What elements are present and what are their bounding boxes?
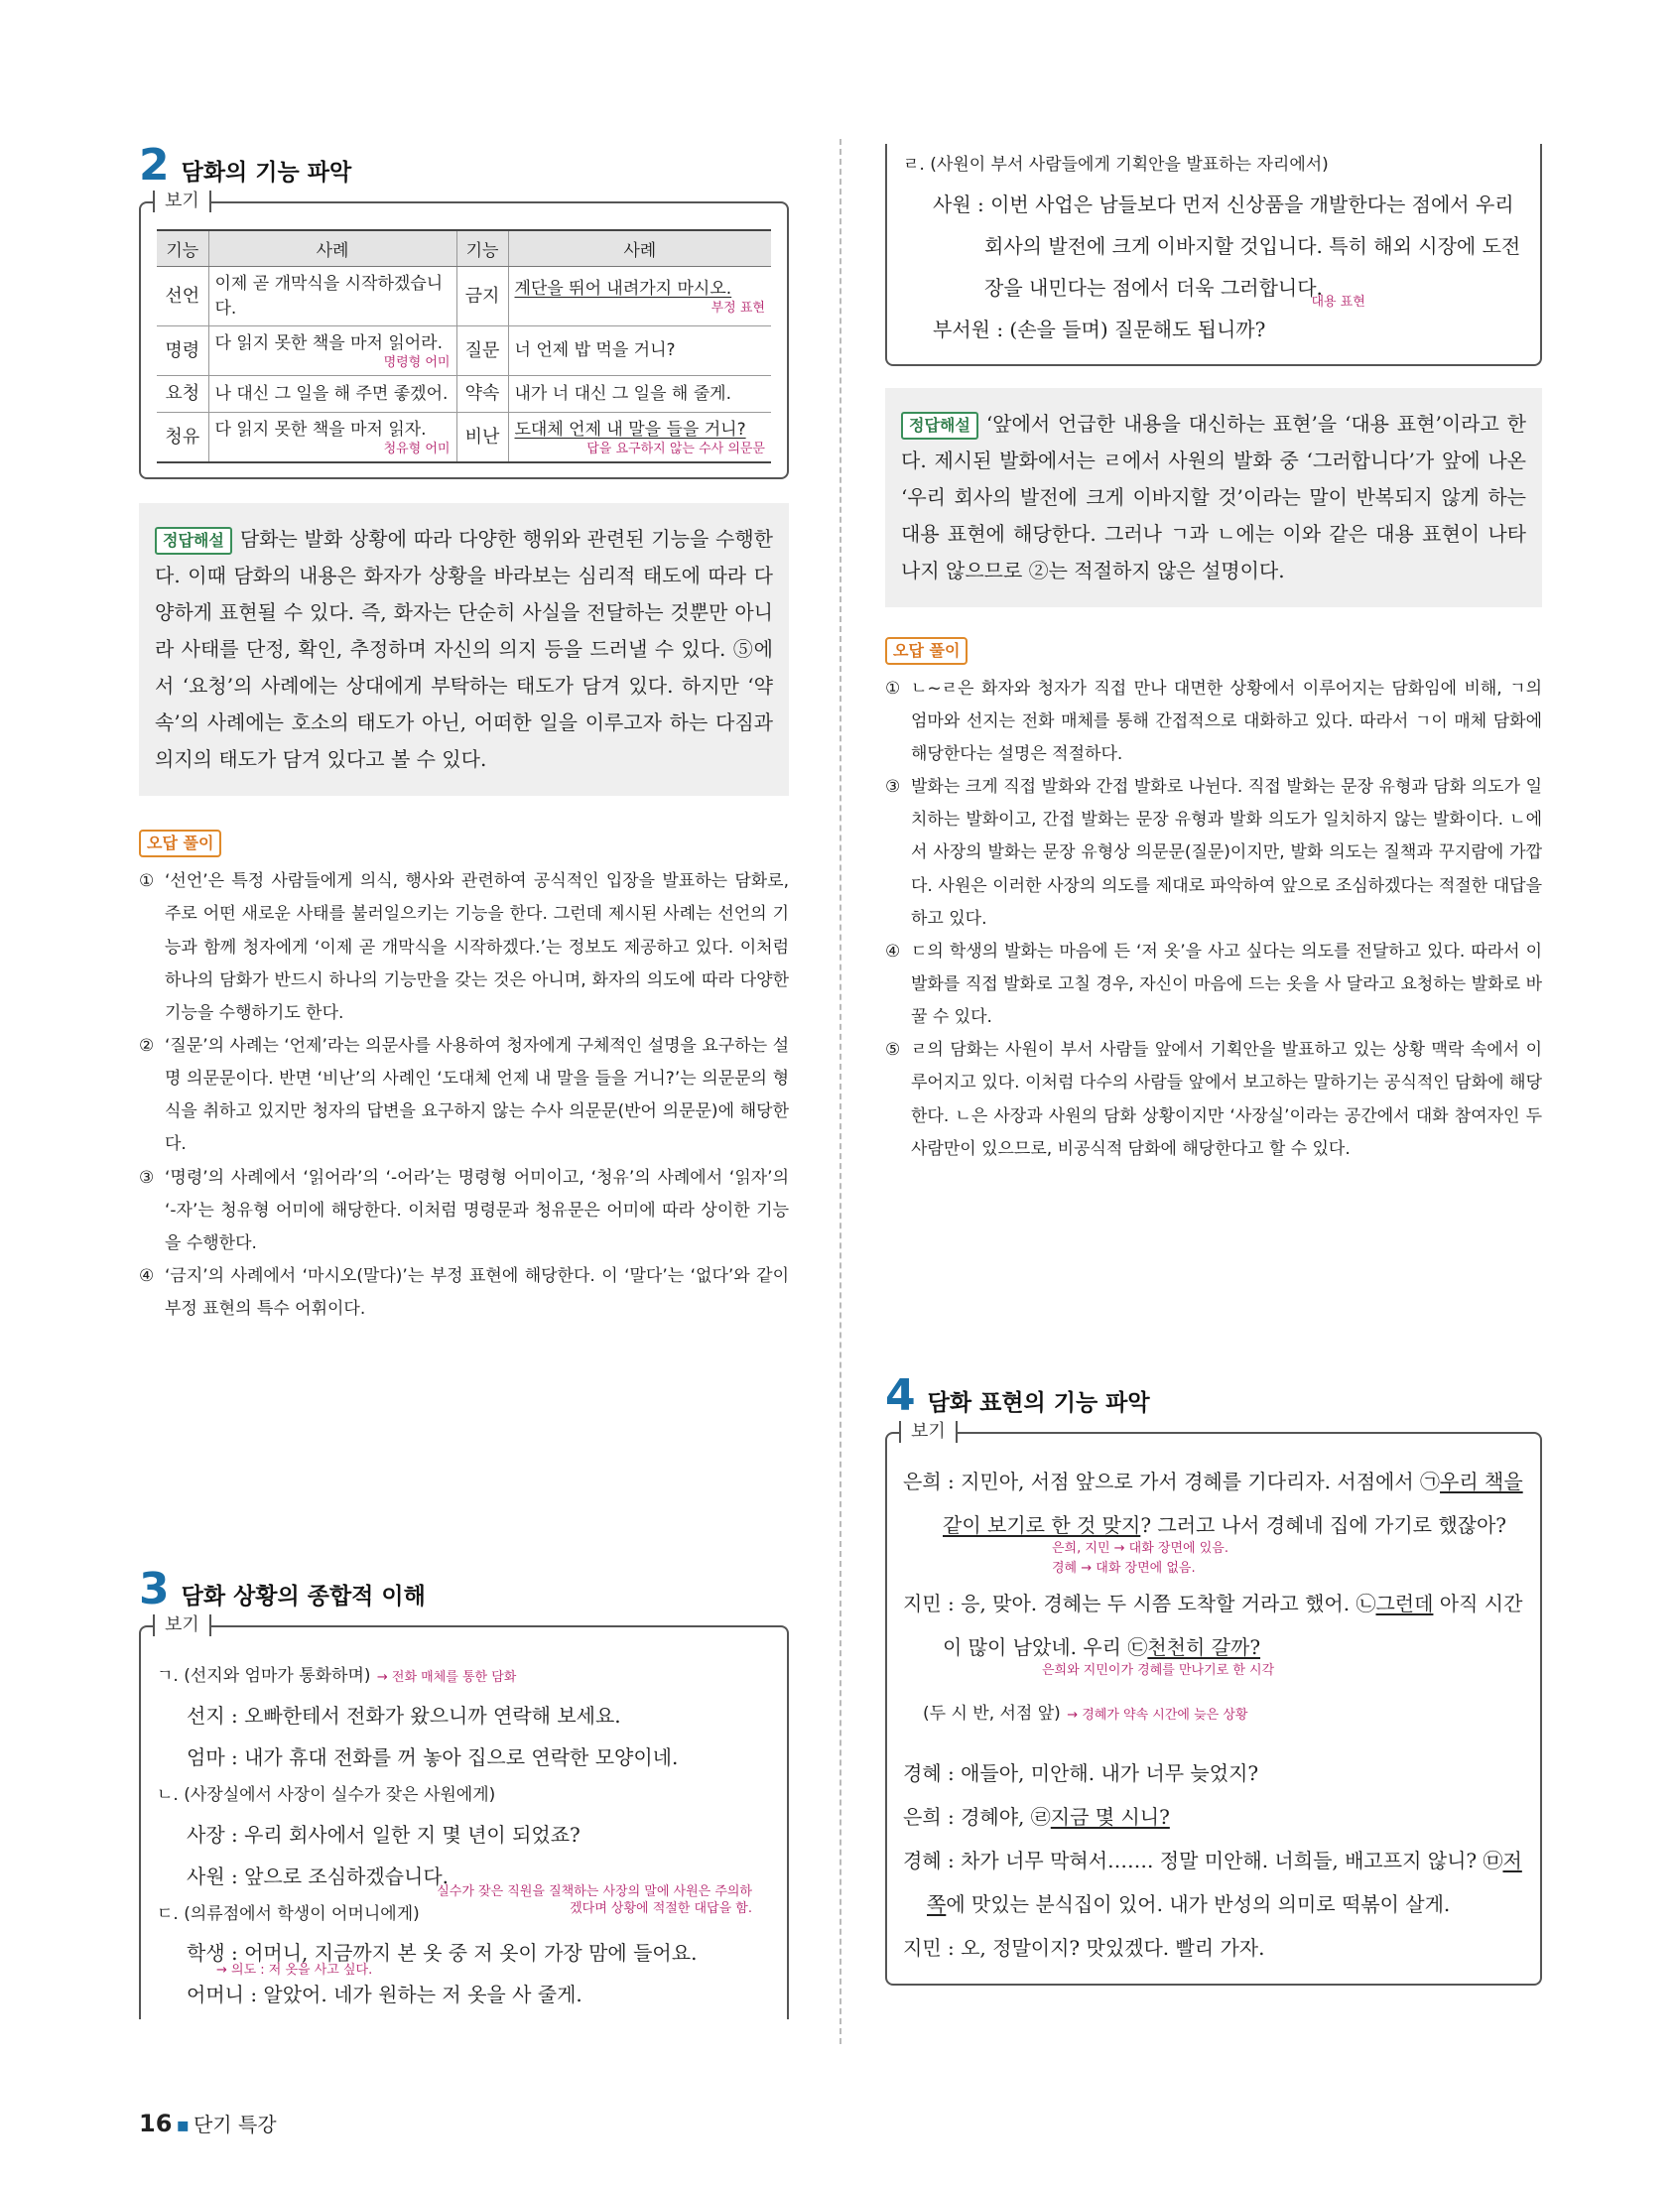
dialogue-line-text: 은희 : 지민아, 서점 앞으로 가서 경혜를 기다리자. 서점에서 ㉠ bbox=[903, 1470, 1441, 1493]
dialogue-line: 사장 : 우리 회사에서 일한 지 몇 년이 되었죠? bbox=[187, 1822, 581, 1847]
list-item bbox=[139, 1162, 789, 1260]
table-header: 사례 bbox=[208, 230, 456, 267]
annotation: 대용 표현 bbox=[1311, 295, 1365, 311]
dialogue-situation: ㄹ. (사원이 부서 사람들에게 기획안을 발표하는 자리에서) bbox=[903, 155, 1329, 175]
table-row bbox=[157, 376, 771, 413]
answer-badge: 정답해설 bbox=[155, 527, 232, 555]
function-cell: 약속 bbox=[456, 376, 508, 413]
dialogue-line-text: 경혜 : 차가 너무 막혀서……. 정말 미안해. 너희들, 배고프지 않니? ㉤ bbox=[903, 1848, 1503, 1872]
book-title: 단기 특강 bbox=[193, 2113, 277, 2136]
dialogue-line-text: ? 그러고 나서 경혜네 집에 가기로 했잖아? bbox=[1140, 1513, 1507, 1537]
item-text: 발화는 크게 직접 발화와 간접 발화로 나뉜다. 직접 발화는 문장 유형과 담화 의도가 일치하는 발화이고, 간접 발화는 문장 유형과 발화 의도가 일치하지 않는 발화이다. ㄴ에서 사장의 발화는 문장 유형상 의문문(질문)이지만, 발화 의도는 질책과 꾸지람에 가깝다. 사원은 이러한 사장의 의도를 제대로 파악하여 앞으로 조심하겠다는 적절한 대답을 하고 있다. bbox=[911, 777, 1542, 929]
list-item bbox=[139, 865, 789, 1030]
underlined-phrase: 지금 몇 시니? bbox=[1050, 1804, 1170, 1829]
annotation: 명령형 어미 bbox=[383, 354, 451, 370]
bogi-label: 보기 bbox=[153, 1614, 211, 1636]
dialogue-line-text: 학생 : 어머니, 지금까지 본 옷 중 저 옷이 가장 맘에 들어요. bbox=[187, 1941, 698, 1966]
dialogue-line: 선지 : 오빠한테서 전화가 왔으니까 연락해 보세요. bbox=[187, 1704, 621, 1728]
dialogue-line bbox=[903, 1460, 1524, 1547]
answer-explanation-2 bbox=[139, 503, 789, 796]
scene-line bbox=[903, 1690, 1524, 1734]
list-item bbox=[885, 1034, 1542, 1166]
table-header-row bbox=[157, 230, 771, 267]
column-divider bbox=[840, 139, 841, 2044]
dialogue-line: 경혜 : 애들아, 미안해. 내가 너무 늦었지? bbox=[903, 1760, 1259, 1785]
section-title: 담화 표현의 기능 파악 bbox=[927, 1390, 1150, 1416]
item-number: ④ bbox=[885, 941, 901, 962]
item-number: ① bbox=[139, 871, 155, 892]
bullet-icon: ▪ bbox=[176, 2113, 190, 2136]
function-cell: 금지 bbox=[456, 267, 508, 326]
section-title: 담화의 기능 파악 bbox=[181, 160, 352, 186]
scene-text: (두 시 반, 서점 앞) bbox=[923, 1703, 1061, 1724]
dialogue-line: 엄마 : 내가 휴대 전화를 꺼 놓아 집으로 연락한 모양이네. bbox=[187, 1745, 679, 1769]
table-header: 기능 bbox=[157, 230, 208, 267]
answer-explanation-3 bbox=[885, 388, 1542, 607]
dialogue-line bbox=[903, 1582, 1524, 1669]
bogi-label: 보기 bbox=[153, 191, 211, 212]
annotation: 은희, 지민 → 대화 장면에 있음. bbox=[1052, 1541, 1228, 1556]
right-column bbox=[885, 144, 1542, 1166]
item-number: ③ bbox=[139, 1167, 155, 1188]
page-footer bbox=[139, 2109, 277, 2137]
section-number: 4 bbox=[885, 1370, 916, 1421]
wrong-badge: 오답 풀이 bbox=[885, 637, 968, 665]
dialogue-line-text: 아직 시간이 많이 남았네. 우리 ㉢ bbox=[943, 1592, 1523, 1659]
table-row bbox=[157, 267, 771, 326]
list-item bbox=[885, 771, 1542, 936]
list-item bbox=[885, 673, 1542, 771]
annotation: 경혜 → 대화 장면에 없음. bbox=[1052, 1560, 1196, 1576]
item-number: ④ bbox=[139, 1265, 155, 1286]
item-text: ‘명령’의 사례에서 ‘읽어라’의 ‘-어라’는 명령형 어미이고, ‘청유’의 사례에서 ‘읽자’의 ‘-자’는 청유형 어미에 해당한다. 이처럼 명령문과 청유문은 어미에 따라 상이한 기능을 수행한다. bbox=[165, 1167, 789, 1253]
example-cell bbox=[208, 376, 456, 413]
example-cell bbox=[208, 326, 456, 376]
example-text: 도대체 언제 내 말을 들을 거니? bbox=[514, 420, 746, 441]
function-cell: 질문 bbox=[456, 326, 508, 376]
dialogue-line-text: 에 맛있는 분식집이 있어. 내가 반성의 의미로 떡볶이 살게. bbox=[946, 1891, 1451, 1916]
situation-text: ㄱ. (선지와 엄마가 통화하며) bbox=[157, 1666, 371, 1686]
bogi-box-3 bbox=[139, 1614, 789, 2019]
list-item bbox=[885, 936, 1542, 1034]
section-number: 2 bbox=[139, 140, 170, 191]
section-2-header bbox=[139, 140, 789, 191]
left-column bbox=[139, 140, 789, 1326]
item-text: ㄴ~ㄹ은 화자와 청자가 직접 만나 대면한 상황에서 이루어지는 담화임에 비해, ㄱ의 엄마와 선지는 전화 매체를 통해 간접적으로 대화하고 있다. 따라서 ㄱ이 매체 담화에 해당한다는 설명은 적절하다. bbox=[911, 678, 1542, 764]
example-cell bbox=[508, 413, 771, 462]
example-text: 나 대신 그 일을 해 주면 좋겠어. bbox=[214, 383, 449, 404]
section-3-header bbox=[139, 1564, 789, 1614]
item-number: ① bbox=[885, 678, 901, 699]
table-header: 사례 bbox=[508, 230, 771, 267]
section-number: 3 bbox=[139, 1564, 170, 1614]
item-number: ② bbox=[139, 1035, 155, 1056]
annotation: 은희와 지민이가 경혜를 만나기로 한 시각 bbox=[1042, 1663, 1275, 1678]
answer-badge: 정답해설 bbox=[901, 412, 978, 440]
example-text: 계단을 뛰어 내려가지 마시오. bbox=[514, 279, 732, 300]
underlined-phrase: 천천히 갈까? bbox=[1147, 1635, 1261, 1659]
bogi-box-4 bbox=[885, 1421, 1542, 1986]
underlined-phrase: 그런데 bbox=[1375, 1592, 1434, 1615]
example-text: 너 언제 밥 먹을 거니? bbox=[514, 340, 676, 361]
function-cell: 요청 bbox=[157, 376, 208, 413]
table-row bbox=[157, 326, 771, 376]
list-item bbox=[139, 1260, 789, 1326]
section-4 bbox=[885, 1370, 1542, 1986]
example-cell bbox=[208, 413, 456, 462]
underlined-phrase: 우리 책을 같이 보기로 한 것 맞지 bbox=[943, 1470, 1523, 1537]
wrong-badge: 오답 풀이 bbox=[139, 830, 221, 857]
example-text: 다 읽지 못한 책을 마저 읽어라. bbox=[214, 333, 443, 354]
wrong-answers-3 bbox=[885, 673, 1542, 1166]
item-number: ⑤ bbox=[885, 1040, 901, 1061]
function-cell: 청유 bbox=[157, 413, 208, 462]
dialogue-line: 지민 : 오, 정말이지? 맛있겠다. 빨리 가자. bbox=[903, 1935, 1265, 1960]
section-3 bbox=[139, 1564, 789, 2019]
dialogue-3 bbox=[157, 1653, 771, 2015]
item-number: ③ bbox=[885, 777, 901, 798]
dialogue-situation: ㄴ. (사장실에서 사장이 실수가 잦은 사원에게) bbox=[157, 1785, 496, 1805]
table-row bbox=[157, 413, 771, 462]
item-text: ㄷ의 학생의 발화는 마음에 든 ‘저 옷’을 사고 싶다는 의도를 전달하고 있다. 따라서 이 발화를 직접 발화로 고칠 경우, 자신이 마음에 드는 옷을 사 달라고 요청하는 발화로 바꿀 수 있다. bbox=[911, 941, 1542, 1028]
dialogue-line-text: 사원 : 앞으로 조심하겠습니다. bbox=[187, 1864, 450, 1888]
function-cell: 비난 bbox=[456, 413, 508, 462]
item-text: ‘선언’은 특정 사람들에게 의식, 행사와 관련하여 공식적인 입장을 발표하는 담화로, 주로 어떤 새로운 사태를 불러일으키는 기능을 한다. 그런데 제시된 사례는 선언의 기능과 함께 청자에게 ‘이제 곧 개막식을 시작하겠다.’는 정보도 제공하고 있다. 이처럼 하나의 담화가 반드시 하나의 기능만을 갖는 것은 아니며, 화자의 의도에 따라 다양한 기능을 수행하기도 한다. bbox=[165, 871, 789, 1023]
example-cell bbox=[508, 376, 771, 413]
dialogue-line-text: 은희 : 경혜야, ㉣ bbox=[903, 1804, 1051, 1829]
annotation: → 경혜가 약속 시간에 늦은 상황 bbox=[1067, 1707, 1248, 1723]
wrong-header-2 bbox=[139, 830, 789, 857]
annotation: 답을 요구하지 않는 수사 의문문 bbox=[586, 441, 765, 456]
function-table bbox=[157, 229, 771, 463]
wrong-answers-2 bbox=[139, 865, 789, 1326]
example-text: 내가 너 대신 그 일을 해 줄게. bbox=[514, 383, 731, 404]
annotation: 부정 표현 bbox=[711, 300, 765, 316]
table-header: 기능 bbox=[456, 230, 508, 267]
list-item bbox=[139, 1030, 789, 1162]
dialogue-line bbox=[903, 1795, 1524, 1839]
example-text: 다 읽지 못한 책을 마저 읽자. bbox=[214, 420, 427, 441]
bogi-box-3-cont bbox=[885, 144, 1542, 366]
annotation: → 전화 매체를 통한 담화 bbox=[376, 1670, 517, 1685]
answer-text: ‘앞에서 언급한 내용을 대신하는 표현’을 ‘대용 표현’이라고 한다. 제시된 발화에서는 ㄹ에서 사원의 발화 중 ‘그러합니다’가 앞에 나온 ‘우리 회사의 발전에 크게 이바지할 것’이라는 말이 반복되지 않게 하는 대용 표현에 해당한다. 그러나 ㄱ과 ㄴ에는 이와 같은 대용 표현이 나타나지 않으므로 ②는 적절하지 않은 설명이다. bbox=[901, 411, 1526, 582]
annotation: → 의도 : 저 옷을 사고 싶다. bbox=[216, 1963, 373, 1979]
bogi-box-2 bbox=[139, 191, 789, 479]
example-cell bbox=[508, 267, 771, 326]
dialogue-line-text: 지민 : 응, 맞아. 경혜는 두 시쯤 도착할 거라고 했어. ㉡ bbox=[903, 1592, 1376, 1615]
wrong-header-3 bbox=[885, 637, 1542, 665]
section-4-header bbox=[885, 1370, 1542, 1421]
item-text: ㄹ의 담화는 사원이 부서 사람들 앞에서 기획안을 발표하고 있는 상황 맥락 속에서 이루어지고 있다. 이처럼 다수의 사람들 앞에서 보고하는 말하기는 공식적인 담화에 해당한다. ㄴ은 사장과 사원의 담화 상황이지만 ‘사장실’이라는 공간에서 대화 참여자인 두 사람만이 있으므로, 비공식적 담화에 해당한다고 할 수 있다. bbox=[911, 1040, 1542, 1159]
function-cell: 선언 bbox=[157, 267, 208, 326]
dialogue-3-cont bbox=[903, 148, 1524, 350]
item-text: ‘질문’의 사례는 ‘언제’라는 의문사를 사용하여 청자에게 구체적인 설명을 요구하는 설명 의문문이다. 반면 ‘비난’의 사례인 ‘도대체 언제 내 말을 들을 거니?’는 의문문의 형식을 취하고 있지만 청자의 답변을 요구하지 않는 수사 의문문(반어 의문문)에 해당한다. bbox=[165, 1035, 789, 1155]
item-text: ‘금지’의 사례에서 ‘마시오(말다)’는 부정 표현에 해당한다. 이 ‘말다’는 ‘없다’와 같이 부정 표현의 특수 어휘이다. bbox=[165, 1265, 789, 1320]
dialogue-line: 부서원 : (손을 들며) 질문해도 됩니까? bbox=[933, 317, 1266, 341]
example-text: 이제 곧 개막식을 시작하겠습니다. bbox=[214, 274, 444, 319]
dialogue-line-text: 사원 : 이번 사업은 남들보다 먼저 신상품을 개발한다는 점에서 우리 회사의 발전에 크게 이바지할 것입니다. 특히 해외 시장에 도전장을 내민다는 점에서 더욱 그러합니다. bbox=[933, 192, 1521, 300]
page-number: 16 bbox=[139, 2110, 173, 2137]
annotation: 청유형 어미 bbox=[383, 441, 451, 456]
annotation: 실수가 잦은 직원을 질책하는 사장의 말에 사원은 주의하겠다며 상황에 적절한 대답을 함. bbox=[437, 1883, 752, 1917]
answer-text: 담화는 발화 상황에 따라 다양한 행위와 관련된 기능을 수행한다. 이때 담화의 내용은 화자가 상황을 바라보는 심리적 태도에 따라 다양하게 표현될 수 있다. 즉, 화자는 단순히 사실을 전달하는 것뿐만 아니라 사태를 단정, 확인, 추정하며 자신의 의지 등을 드러낼 수 있다. ⑤에서 ‘요청’의 사례에는 상대에게 부탁하는 태도가 담겨 있다. 하지만 ‘약속’의 사례에는 호소의 태도가 아닌, 어떠한 일을 이루고자 하는 다짐과 의지의 태도가 담겨 있다고 볼 수 있다. bbox=[155, 527, 773, 772]
dialogue-situation: ㄷ. (의류점에서 학생이 어머니에게) bbox=[157, 1903, 420, 1924]
underlined-phrase: 저쪽 bbox=[927, 1848, 1522, 1916]
section-title: 담화 상황의 종합적 이해 bbox=[181, 1584, 426, 1609]
dialogue-line: 어머니 : 알았어. 네가 원하는 저 옷을 사 줄게. bbox=[187, 1983, 582, 2007]
bogi-label: 보기 bbox=[899, 1421, 958, 1443]
dialogue-line bbox=[903, 1839, 1524, 1926]
dialogue-4 bbox=[903, 1460, 1524, 1970]
example-cell bbox=[508, 326, 771, 376]
dialogue-line bbox=[903, 184, 1524, 309]
function-cell: 명령 bbox=[157, 326, 208, 376]
example-cell bbox=[208, 267, 456, 326]
dialogue-situation bbox=[157, 1653, 771, 1695]
dialogue-line bbox=[157, 1932, 771, 1979]
